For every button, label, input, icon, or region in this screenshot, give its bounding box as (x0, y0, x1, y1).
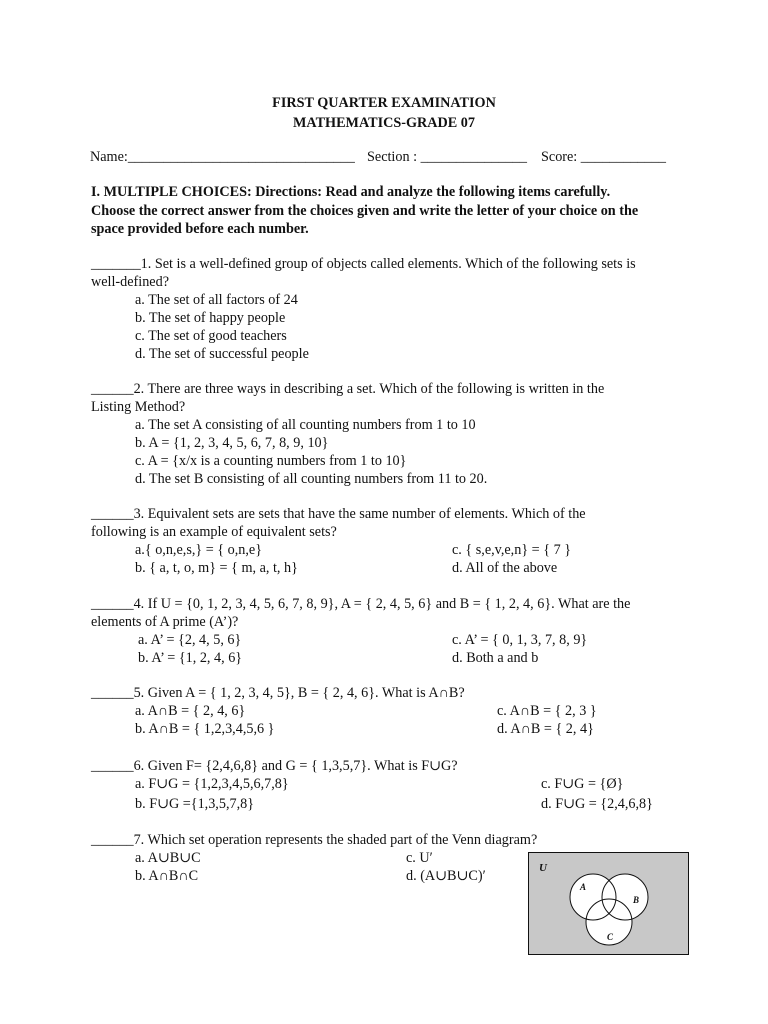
venn-label-u: U (539, 862, 547, 874)
question-7-choice-d: d. (A∪B∪C)′ (406, 868, 486, 884)
question-5-choice-c: c. A∩B = { 2, 3 } (497, 703, 597, 719)
question-2-choice-d: d. The set B consisting of all counting numbers from 11 to 20. (135, 471, 488, 487)
venn-label-a: A (580, 882, 587, 892)
question-7-choice-a: a. A∪B∪C (135, 850, 201, 866)
venn-label-c: C (607, 932, 614, 942)
question-1-text-cont: well-defined? (91, 274, 169, 290)
question-7-text: ______7. Which set operation represents the shaded part of the Venn diagram? (91, 832, 538, 848)
question-5-choice-a: a. A∩B = { 2, 4, 6} (135, 703, 246, 719)
question-3-choice-a: a.{ o,n,e,s,} = { o,n,e} (135, 542, 263, 558)
question-4-choice-d: d. Both a and b (452, 650, 539, 666)
question-2-text-cont: Listing Method? (91, 399, 186, 415)
question-5-text: ______5. Given A = { 1, 2, 3, 4, 5}, B = { 2, 4, 6}. What is A∩B? (91, 685, 465, 701)
question-4-choice-c: c. A’ = { 0, 1, 3, 7, 8, 9} (452, 632, 588, 648)
question-5-choice-d: d. A∩B = { 2, 4} (497, 721, 594, 737)
question-4-text-cont: elements of A prime (A’)? (91, 614, 239, 630)
question-3-choice-b: b. { a, t, o, m} = { m, a, t, h} (135, 560, 298, 576)
question-2-choice-b: b. A = {1, 2, 3, 4, 5, 6, 7, 8, 9, 10} (135, 435, 329, 451)
question-4-text: ______4. If U = {0, 1, 2, 3, 4, 5, 6, 7, 8, 9}, A = { 2, 4, 5, 6} and B = { 1, 2, 4, 6}. What are the (91, 596, 631, 612)
question-4-choice-b: b. A’ = {1, 2, 4, 6} (138, 650, 243, 666)
question-3-text-cont: following is an example of equivalent sets? (91, 524, 337, 540)
question-1-choice-a: a. The set of all factors of 24 (135, 292, 298, 308)
exam-title: FIRST QUARTER EXAMINATION (272, 95, 496, 111)
question-2-text: ______2. There are three ways in describing a set. Which of the following is written in the (91, 381, 605, 397)
venn-label-b: B (633, 895, 640, 905)
question-3-choice-d: d. All of the above (452, 560, 558, 576)
question-7-choice-c: c. U′ (406, 850, 433, 866)
score-field: Score: ____________ (541, 149, 666, 165)
question-2-choice-a: a. The set A consisting of all counting numbers from 1 to 10 (135, 417, 476, 433)
question-2-choice-c: c. A = {x/x is a counting numbers from 1 to 10} (135, 453, 407, 469)
exam-subtitle: MATHEMATICS-GRADE 07 (293, 115, 475, 131)
question-6-text: ______6. Given F= {2,4,6,8} and G = { 1,3,5,7}. What is F∪G? (91, 758, 458, 774)
directions-line-1: I. MULTIPLE CHOICES: Directions: Read and analyze the following items carefully. (91, 184, 611, 200)
question-1-choice-b: b. The set of happy people (135, 310, 286, 326)
directions-line-3: space provided before each number. (91, 221, 309, 237)
question-7-choice-b: b. A∩B∩C (135, 868, 199, 884)
question-4-choice-a: a. A’ = {2, 4, 5, 6} (138, 632, 242, 648)
question-1-choice-c: c. The set of good teachers (135, 328, 287, 344)
question-1-choice-d: d. The set of successful people (135, 346, 309, 362)
question-3-choice-c: c. { s,e,v,e,n} = { 7 } (452, 542, 572, 558)
question-5-choice-b: b. A∩B = { 1,2,3,4,5,6 } (135, 721, 275, 737)
question-6-choice-b: b. F∪G ={1,3,5,7,8} (135, 796, 255, 812)
question-6-choice-d: d. F∪G = {2,4,6,8} (541, 796, 653, 812)
directions-line-2: Choose the correct answer from the choices given and write the letter of your choice on the (91, 203, 639, 219)
question-6-choice-c: c. F∪G = {Ø} (541, 776, 624, 792)
question-6-choice-a: a. F∪G = {1,2,3,4,5,6,7,8} (135, 776, 289, 792)
question-3-text: ______3. Equivalent sets are sets that have the same number of elements. Which of the (91, 506, 586, 522)
venn-diagram (528, 852, 689, 955)
name-field: Name:________________________________ (90, 149, 355, 165)
section-field: Section : _______________ (367, 149, 527, 165)
question-1-text: _______1. Set is a well-defined group of objects called elements. Which of the following sets is (91, 256, 636, 272)
